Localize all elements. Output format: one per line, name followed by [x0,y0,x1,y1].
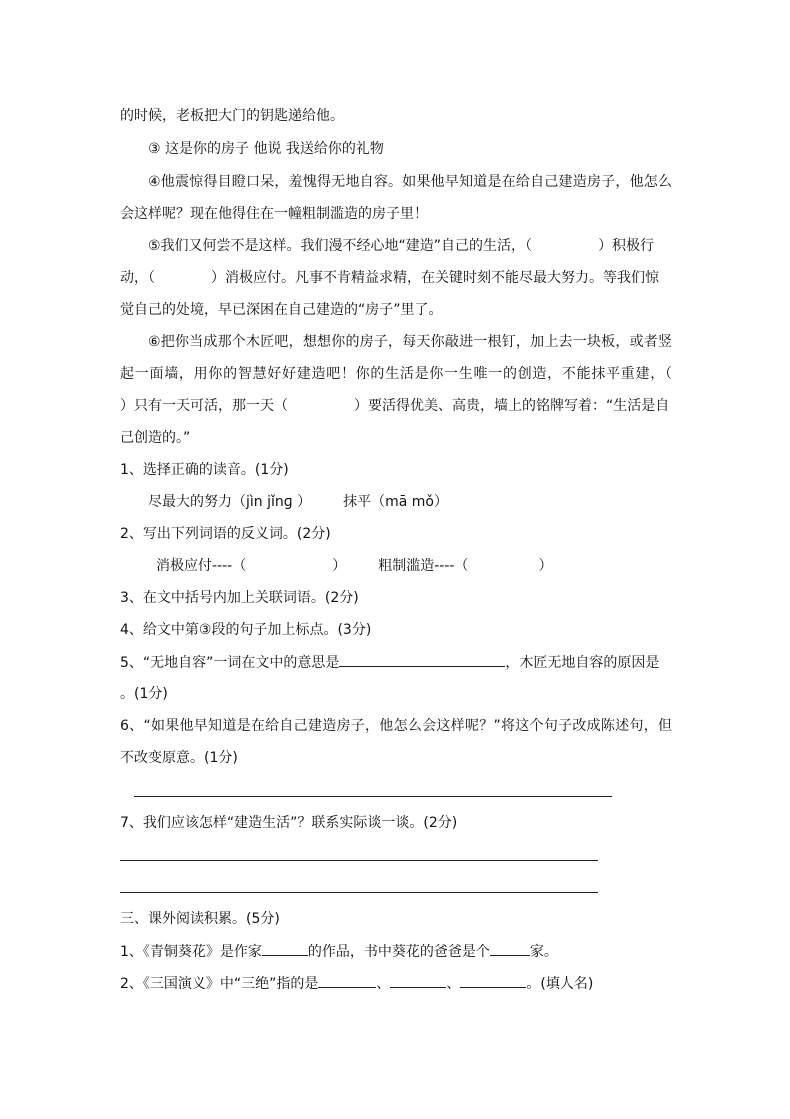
passage-paragraph-6-line2: 起一面墙，用你的智慧好好建造吧！你的生活是你一生唯一的创造，不能抹平重建，（ [120,366,672,382]
answer-line[interactable] [120,860,598,861]
passage-paragraph-5-line2 [120,268,672,288]
section-3-question-1 [120,941,672,961]
question-text: 。(填人名) [526,976,594,992]
passage-paragraph-6-line4: 己创造的。” [120,430,191,446]
separator: 、 [376,976,391,992]
question-4: 4、给文中第③段的句子加上标点。(3分) [120,622,372,638]
question-text: 家。 [529,944,558,960]
question-1-options [148,492,672,512]
question-6-line1: 6、“如果他早知道是在给自己建造房子，他怎么会这样呢？”将这个句子改成陈述句，但 [120,718,672,734]
passage-paragraph-6-line1: ⑥把你当成那个木匠吧，想想你的房子，每天你敲进一根钉，加上去一块板，或者竖 [148,334,672,350]
pinyin-choice-2[interactable]: 抹平（mā mǒ） [343,494,448,510]
passage-text: ）要活得优美、高贵，墙上的铭牌写着：“生活是自 [354,398,670,414]
passage-paragraph-4-line2: 会这样呢？现在他得住在一幢粗制滥造的房子里！ [120,206,428,222]
passage-text: ⑤我们又何尝不是这样。我们漫不经心地“建造”自己的生活，（ [148,238,533,254]
section-3-question-2 [120,973,672,993]
answer-underline[interactable] [262,941,308,956]
answer-underline[interactable] [490,941,530,956]
antonym-prompt: 粗制滥造----（ [378,558,469,574]
answer-underline[interactable] [339,652,505,667]
question-7: 7、我们应该怎样“建造生活”？联系实际谈一谈。(2分) [120,815,458,831]
antonym-prompt: ） [538,558,553,574]
answer-underline[interactable] [460,973,526,988]
question-2-items [156,556,708,576]
question-text: 5、“无地自容”一词在文中的意思是 [120,655,340,671]
question-5 [120,652,672,672]
question-6-line2: 不改变原意。(1分) [120,750,238,766]
passage-line: 的时候，老板把大门的钥匙递给他。 [120,108,344,124]
question-text: 1、《青铜葵花》是作家 [120,944,262,960]
passage-paragraph-6-line3 [120,396,672,416]
pinyin-choice-1[interactable]: 尽最大的努力（jìn jǐnɡ ） [148,494,312,510]
answer-line[interactable] [120,892,598,893]
question-5-end: 。(1分) [120,686,168,702]
passage-paragraph-3: ③ 这是你的房子 他说 我送给你的礼物 [148,141,384,157]
passage-paragraph-4-line1: ④他震惊得目瞪口呆，羞愧得无地自容。如果他早知道是在给自己建造房子，他怎么 [148,174,672,190]
section-3-heading: 三、课外阅读积累。(5分) [120,911,280,927]
answer-underline[interactable] [318,973,376,988]
passage-paragraph-5-line3: 觉自己的处境，早已深困在自己建造的“房子”里了。 [120,302,443,318]
question-text: 的作品，书中葵花的爸爸是个 [307,944,490,960]
question-1: 1、选择正确的读音。(1分) [120,462,289,478]
passage-text: ）只有一天可活，那一天（ [120,398,288,414]
antonym-prompt: ） [332,558,347,574]
question-text: ，木匠无地自容的原因是 [505,655,660,671]
antonym-prompt: 消极应付----（ [156,558,247,574]
answer-line[interactable] [134,796,612,797]
question-2: 2、写出下列词语的反义词。(2分) [120,526,331,542]
question-text: 2、《三国演义》中“三绝”指的是 [120,976,319,992]
answer-underline[interactable] [390,973,446,988]
question-3: 3、在文中括号内加上关联词语。(2分) [120,590,359,606]
passage-paragraph-5-line1 [148,236,672,256]
passage-text: ）积极行 [598,238,655,254]
passage-text: 动，（ [120,270,155,286]
separator: 、 [446,976,461,992]
passage-text: ）消极应付。凡事不肯精益求精，在关键时刻不能尽最大努力。等我们惊 [211,270,659,286]
